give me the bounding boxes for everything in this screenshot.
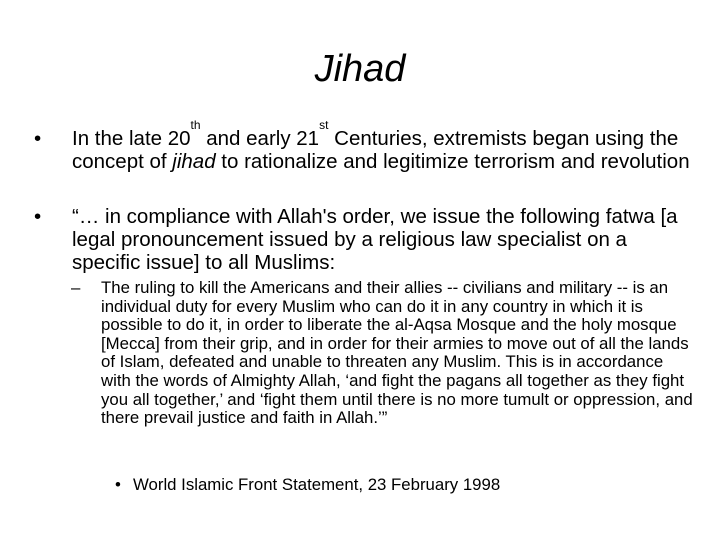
bullet-marker: •	[34, 205, 42, 228]
slide-title: Jihad	[314, 48, 406, 90]
bullet-1-text-part-3: Centuries, extremists began using the concept of	[72, 127, 679, 173]
bullet-2-text: “… in compliance with Allah's order, we issue the following fatwa [a legal pronouncement issued by a religious law specialist on a specific issue] to all Muslims:	[72, 205, 678, 274]
sub-bullet-marker: •	[115, 475, 121, 494]
bullet-item-1	[34, 118, 692, 173]
bullet-item-2	[34, 205, 692, 274]
source-item	[115, 475, 693, 494]
quote-item	[71, 278, 697, 428]
bullet-1-text-part-1: In the late 20	[72, 127, 191, 150]
ordinal-suffix-st: st	[319, 118, 329, 132]
ordinal-suffix-th: th	[190, 118, 201, 132]
dash-marker: –	[71, 278, 81, 297]
quote-text: The ruling to kill the Americans and their allies -- civilians and military -- is an individual duty for every Muslim who can do it in any country in which it is possible to do it, in order to liberate the al-Aqsa Mosque and the holy mosque [Mecca] from their grip, and in order for their armies to move out of all the lands of Islam, defeated and unable to threaten any Muslim. This is in accordance with the words of Almighty Allah, ‘and fight the pagans all together as they fight you all together,’ and ‘fight them until there is no more tumult or oppression, and there prevail justice and faith in Allah.’”	[101, 278, 693, 428]
source-text: World Islamic Front Statement, 23 February 1998	[133, 475, 501, 494]
emphasis-jihad: jihad	[172, 150, 216, 173]
bullet-marker: •	[34, 127, 42, 150]
bullet-1-text-part-4: to rationalize and legitimize terrorism and revolution	[215, 150, 690, 173]
bullet-1-text-part-2: and early 21	[200, 127, 320, 150]
